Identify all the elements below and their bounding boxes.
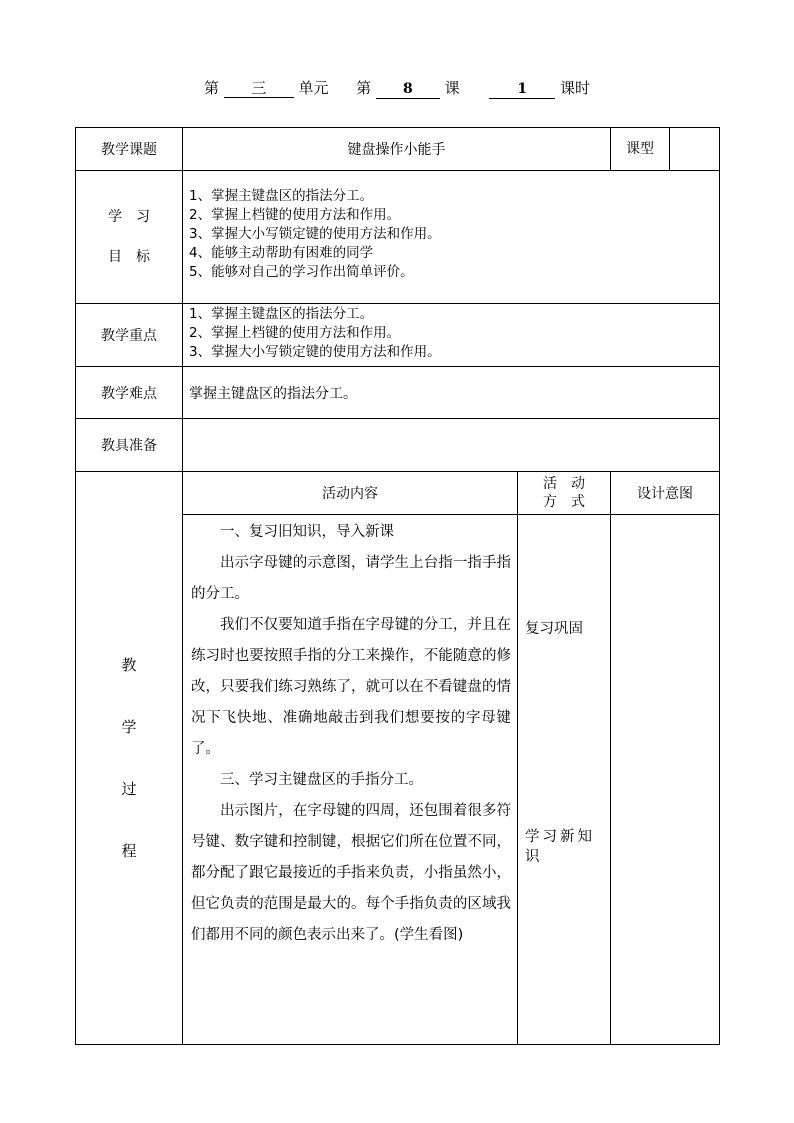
key-point-item: 2、掌握上档键的使用方法和作用。 (189, 325, 401, 341)
activity-method (518, 515, 611, 1045)
unit-prefix: 第 (203, 79, 219, 97)
key-points-row (76, 304, 720, 367)
design-intent-header: 设计意图 (611, 472, 720, 515)
period-suffix: 课时 (560, 79, 591, 97)
activity-method-header-line-1: 活 动 (543, 476, 585, 492)
activity-content-header: 活动内容 (183, 472, 518, 515)
activity-paragraph: 出示图片，在字母键的四周，还包围着很多符号键、数字键和控制键，根据它们所在位置不同，都分配了跟它最接近的手指来负责，小指虽然小，但它负责的范围是最大的。每个手指负责的区域我们都用不同的颜色表示出来了。(学生看图) (191, 803, 511, 943)
design-intent-content (611, 515, 720, 1045)
lesson-suffix: 课 (444, 79, 460, 97)
objective-item: 2、掌握上档键的使用方法和作用。 (189, 207, 401, 223)
lesson-header (0, 77, 794, 99)
materials-label: 教具准备 (76, 419, 183, 472)
key-points-label: 教学重点 (76, 304, 183, 367)
lesson-type-value (670, 128, 719, 170)
key-points-list (183, 304, 720, 367)
activity-method-item: 学习新知识 (525, 829, 595, 865)
activity-content (183, 515, 518, 1045)
materials-value (183, 419, 720, 472)
activity-paragraph: 出示字母键的示意图，请学生上台指一指手指的分工。 (191, 555, 511, 602)
difficulty-row (76, 367, 720, 419)
activity-paragraph: 一、复习旧知识，导入新课 (220, 524, 394, 540)
activity-method-item: 复习巩固 (525, 621, 583, 637)
topic-value: 键盘操作小能手 (183, 128, 611, 171)
difficulty-value: 掌握主键盘区的指法分工。 (183, 367, 720, 419)
period-number: 1 (489, 80, 555, 99)
lesson-number: 8 (376, 80, 440, 99)
process-header-row (76, 472, 720, 515)
lesson-prefix: 第 (356, 79, 372, 97)
materials-row (76, 419, 720, 472)
unit-number: 三 (224, 79, 294, 98)
lesson-type-label: 课型 (611, 128, 670, 170)
objective-item: 5、能够对自己的学习作出简单评价。 (189, 264, 414, 280)
topic-label: 教学课题 (76, 128, 183, 171)
process-label-char: 学 (121, 718, 137, 736)
topic-row (76, 128, 720, 171)
key-point-item: 1、掌握主键盘区的指法分工。 (189, 306, 374, 322)
activity-method-header (518, 472, 611, 515)
objectives-label (76, 171, 183, 304)
lesson-plan-table (75, 127, 720, 1045)
objectives-row (76, 171, 720, 304)
process-label-char: 教 (121, 656, 137, 674)
unit-suffix: 单元 (298, 79, 329, 97)
objectives-label-line-1: 学 习 (108, 209, 150, 225)
process-label-char: 过 (121, 780, 137, 798)
activity-method-header-line-2: 方 式 (543, 494, 585, 510)
activity-paragraph: 我们不仅要知道手指在字母键的分工，并且在练习时也要按照手指的分工来操作，不能随意的修改，只要我们练习熟练了，就可以在不看键盘的情况下飞快地、准确地敲击到我们想要按的字母键了。 (191, 617, 511, 757)
key-point-item: 3、掌握大小写锁定键的使用方法和作用。 (189, 344, 441, 360)
objective-item: 3、掌握大小写锁定键的使用方法和作用。 (189, 226, 441, 242)
activity-paragraph: 三、学习主键盘区的手指分工。 (220, 772, 423, 788)
objectives-label-line-2: 目 标 (108, 249, 150, 265)
objectives-list (183, 171, 720, 304)
difficulty-label: 教学难点 (76, 367, 183, 419)
process-label (76, 472, 183, 1045)
objective-item: 1、掌握主键盘区的指法分工。 (189, 188, 374, 204)
objective-item: 4、能够主动帮助有困难的同学 (189, 245, 374, 261)
lesson-type-cell (611, 128, 720, 171)
process-label-char: 程 (121, 842, 137, 860)
